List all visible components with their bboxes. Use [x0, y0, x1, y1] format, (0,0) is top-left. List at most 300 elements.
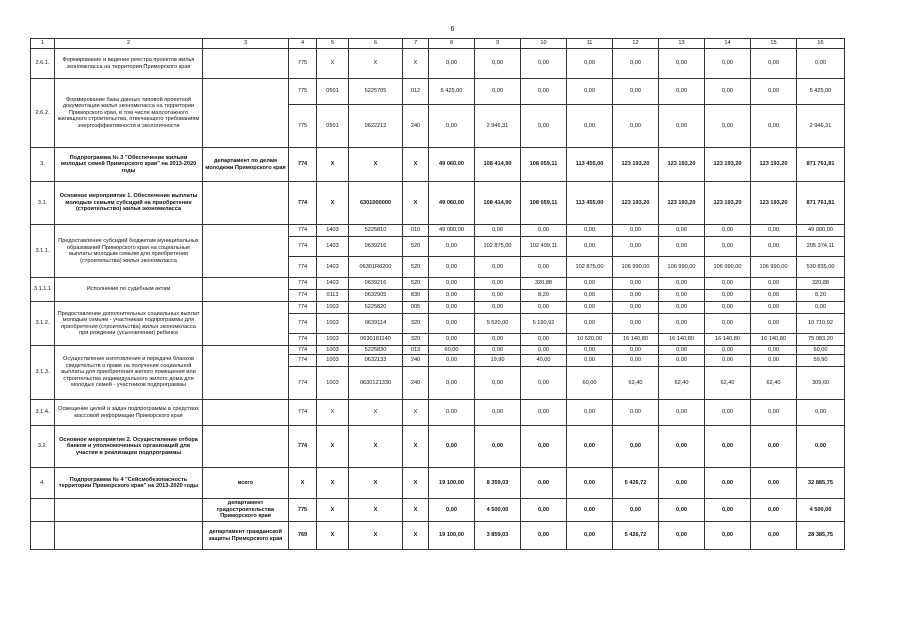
- amount-cell: 0,00: [659, 79, 705, 105]
- amount-cell: 0,00: [659, 49, 705, 79]
- amount-cell: 108 059,11: [521, 182, 567, 225]
- executor-cell: [203, 400, 289, 426]
- code-cell: 5225705: [349, 79, 403, 105]
- amount-cell: 0,00: [429, 334, 475, 346]
- amount-cell: 0,00: [705, 49, 751, 79]
- amount-cell: 0,00: [567, 302, 613, 314]
- code-cell: 774: [289, 278, 317, 290]
- amount-cell: 0,00: [521, 346, 567, 355]
- amount-cell: 0,00: [567, 79, 613, 105]
- amount-cell: 0,00: [751, 278, 797, 290]
- amount-cell: 0,00: [659, 355, 705, 367]
- executor-cell: [203, 182, 289, 225]
- amount-cell: 0,00: [475, 225, 521, 237]
- amount-cell: 0,00: [429, 400, 475, 426]
- executor-cell: [203, 302, 289, 346]
- code-cell: X: [349, 522, 403, 550]
- row-title-cell: [55, 499, 203, 522]
- amount-cell: 8,20: [521, 290, 567, 302]
- code-cell: X: [317, 426, 349, 468]
- amount-cell: 62,40: [705, 367, 751, 400]
- amount-cell: 320,88: [797, 278, 845, 290]
- table-row: [31, 148, 845, 182]
- amount-cell: 8 359,03: [475, 468, 521, 499]
- amount-cell: 0,00: [521, 426, 567, 468]
- amount-cell: 0,00: [659, 400, 705, 426]
- code-cell: 0632905: [349, 290, 403, 302]
- amount-cell: 19,90: [475, 355, 521, 367]
- row-number-cell: 3.: [31, 148, 55, 182]
- amount-cell: 0,00: [475, 278, 521, 290]
- code-cell: 775: [289, 79, 317, 105]
- amount-cell: 0,00: [797, 400, 845, 426]
- header-cell: 14: [705, 39, 751, 49]
- amount-cell: 0,00: [429, 302, 475, 314]
- amount-cell: 0,00: [567, 355, 613, 367]
- code-cell: X: [403, 468, 429, 499]
- code-cell: 010: [403, 225, 429, 237]
- code-cell: X: [317, 49, 349, 79]
- amount-cell: 0,00: [521, 468, 567, 499]
- amount-cell: 60,00: [797, 346, 845, 355]
- amount-cell: 123 193,20: [613, 182, 659, 225]
- amount-cell: 123 193,20: [613, 148, 659, 182]
- code-cell: 774: [289, 334, 317, 346]
- amount-cell: 0,00: [751, 355, 797, 367]
- amount-cell: 60,00: [429, 346, 475, 355]
- amount-cell: 0,00: [613, 355, 659, 367]
- amount-cell: 0,00: [751, 522, 797, 550]
- row-title-cell: Подпрограмма № 4 "Сейсмобезопасность территории Приморского края" на 2013-2020 годы: [55, 468, 203, 499]
- amount-cell: 106 990,00: [659, 257, 705, 278]
- amount-cell: 0,00: [475, 346, 521, 355]
- amount-cell: 0,00: [751, 237, 797, 257]
- amount-cell: 108 414,90: [475, 148, 521, 182]
- code-cell: 520: [403, 278, 429, 290]
- amount-cell: 0,00: [659, 499, 705, 522]
- row-title-cell: Освещение целей и задач подпрограммы в средствах массовой информации Приморского края: [55, 400, 203, 426]
- amount-cell: 0,00: [429, 314, 475, 334]
- row-title-cell: Предоставление дополнительных социальных выплат молодым семьям - участникам подпрограммы для приобретения (строительства) жилья экономкласса при рождении (усыновлении) ребенка: [55, 302, 203, 346]
- code-cell: X: [349, 499, 403, 522]
- amount-cell: 0,00: [705, 225, 751, 237]
- code-cell: X: [403, 499, 429, 522]
- amount-cell: 49 060,00: [429, 148, 475, 182]
- amount-cell: 28 385,75: [797, 522, 845, 550]
- amount-cell: 59,90: [797, 355, 845, 367]
- amount-cell: 320,88: [521, 278, 567, 290]
- table-row: [31, 426, 845, 468]
- amount-cell: 0,00: [613, 49, 659, 79]
- amount-cell: 62,40: [613, 367, 659, 400]
- code-cell: X: [403, 400, 429, 426]
- amount-cell: 0,00: [521, 522, 567, 550]
- amount-cell: 0,00: [659, 290, 705, 302]
- table-row: [31, 49, 845, 79]
- code-cell: 774: [289, 182, 317, 225]
- code-cell: 1403: [317, 278, 349, 290]
- amount-cell: 60,00: [567, 367, 613, 400]
- table-row: [31, 278, 845, 290]
- amount-cell: 0,00: [751, 79, 797, 105]
- amount-cell: 0,00: [613, 290, 659, 302]
- row-title-cell: Основное мероприятие 1. Обеспечение выплаты молодым семьям субсидий на приобретение (строительство) жилья экономкласса: [55, 182, 203, 225]
- code-cell: 240: [403, 105, 429, 148]
- code-cell: X: [317, 400, 349, 426]
- amount-cell: 0,00: [705, 522, 751, 550]
- amount-cell: 0,00: [429, 49, 475, 79]
- code-cell: 0639216: [349, 278, 403, 290]
- amount-cell: 0,00: [567, 426, 613, 468]
- table-row: [31, 400, 845, 426]
- code-cell: 830: [403, 290, 429, 302]
- amount-cell: 0,00: [521, 334, 567, 346]
- amount-cell: 0,00: [751, 302, 797, 314]
- amount-cell: 16 140,80: [705, 334, 751, 346]
- amount-cell: 0,00: [613, 346, 659, 355]
- code-cell: 012: [403, 79, 429, 105]
- amount-cell: 0,00: [613, 237, 659, 257]
- row-title-cell: Исполнение по судебным актам: [55, 278, 203, 302]
- amount-cell: 123 193,20: [705, 148, 751, 182]
- row-title-cell: Основное мероприятие 2. Осуществление отбора банков и уполномоченных организаций для участия в реализации подпрограммы: [55, 426, 203, 468]
- row-number-cell: 3.1.1.: [31, 225, 55, 278]
- amount-cell: 0,00: [567, 49, 613, 79]
- code-cell: X: [289, 468, 317, 499]
- amount-cell: 0,00: [613, 79, 659, 105]
- code-cell: 774: [289, 314, 317, 334]
- code-cell: 774: [289, 237, 317, 257]
- row-title-cell: Осуществление изготовления и передачи бланков свидетельств о праве на получение социальной выплаты для приобретения жилого помещения или строительства индивидуального жилого дома для молодых семей - участников подпрограммы: [55, 346, 203, 400]
- amount-cell: 123 193,20: [659, 182, 705, 225]
- amount-cell: 62,40: [751, 367, 797, 400]
- row-title-cell: [55, 522, 203, 550]
- amount-cell: 3 859,03: [475, 522, 521, 550]
- row-number-cell: 2.6.1.: [31, 49, 55, 79]
- amount-cell: 0,00: [751, 290, 797, 302]
- code-cell: 0630121330: [349, 367, 403, 400]
- code-cell: 775: [289, 105, 317, 148]
- amount-cell: 0,00: [475, 302, 521, 314]
- code-cell: 774: [289, 225, 317, 237]
- amount-cell: 871 761,81: [797, 148, 845, 182]
- amount-cell: 0,00: [475, 426, 521, 468]
- amount-cell: 0,00: [659, 278, 705, 290]
- code-cell: 774: [289, 426, 317, 468]
- amount-cell: 108 059,11: [521, 148, 567, 182]
- executor-cell: [203, 426, 289, 468]
- amount-cell: 0,00: [567, 499, 613, 522]
- amount-cell: 0,00: [613, 225, 659, 237]
- amount-cell: 0,00: [567, 105, 613, 148]
- code-cell: 013: [403, 346, 429, 355]
- amount-cell: 0,00: [751, 468, 797, 499]
- amount-cell: 0,00: [613, 499, 659, 522]
- amount-cell: 530 835,00: [797, 257, 845, 278]
- header-cell: 8: [429, 39, 475, 49]
- amount-cell: 102 499,11: [521, 237, 567, 257]
- amount-cell: 0,00: [751, 105, 797, 148]
- amount-cell: 0,00: [521, 302, 567, 314]
- amount-cell: 113 455,00: [567, 182, 613, 225]
- amount-cell: 4 500,00: [475, 499, 521, 522]
- executor-cell: департамент по делам молодежи Приморского края: [203, 148, 289, 182]
- code-cell: 520: [403, 257, 429, 278]
- amount-cell: 0,00: [567, 400, 613, 426]
- amount-cell: 0,00: [659, 314, 705, 334]
- amount-cell: 0,00: [567, 522, 613, 550]
- row-number-cell: 3.1.2.: [31, 302, 55, 346]
- amount-cell: 40,00: [521, 355, 567, 367]
- amount-cell: 16 140,80: [751, 334, 797, 346]
- amount-cell: 0,00: [521, 225, 567, 237]
- amount-cell: 5 190,92: [521, 314, 567, 334]
- code-cell: 1003: [317, 346, 349, 355]
- amount-cell: 0,00: [797, 302, 845, 314]
- code-cell: 1003: [317, 334, 349, 346]
- amount-cell: 5 425,00: [429, 79, 475, 105]
- header-cell: 12: [613, 39, 659, 49]
- amount-cell: 0,00: [659, 346, 705, 355]
- amount-cell: 309,60: [797, 367, 845, 400]
- code-cell: 6301000000: [349, 182, 403, 225]
- amount-cell: 0,00: [705, 400, 751, 426]
- amount-cell: 0,00: [613, 302, 659, 314]
- amount-cell: 0,00: [705, 346, 751, 355]
- amount-cell: 205 374,11: [797, 237, 845, 257]
- row-number-cell: [31, 499, 55, 522]
- executor-cell: [203, 225, 289, 278]
- page-number: 6: [450, 26, 455, 33]
- code-cell: 775: [289, 49, 317, 79]
- amount-cell: 0,00: [705, 278, 751, 290]
- amount-cell: 0,00: [659, 522, 705, 550]
- amount-cell: 0,00: [475, 79, 521, 105]
- code-cell: 774: [289, 346, 317, 355]
- header-cell: 6: [349, 39, 403, 49]
- code-cell: 0113: [317, 290, 349, 302]
- code-cell: X: [403, 49, 429, 79]
- amount-cell: 0,00: [659, 105, 705, 148]
- code-cell: 1003: [317, 314, 349, 334]
- amount-cell: 0,00: [475, 290, 521, 302]
- row-number-cell: 3.1.1.1: [31, 278, 55, 302]
- amount-cell: 0,00: [751, 225, 797, 237]
- amount-cell: 0,00: [521, 400, 567, 426]
- amount-cell: 0,00: [751, 426, 797, 468]
- amount-cell: 0,00: [567, 468, 613, 499]
- code-cell: X: [403, 522, 429, 550]
- code-cell: X: [403, 182, 429, 225]
- amount-cell: 8,20: [797, 290, 845, 302]
- row-number-cell: 3.1.3.: [31, 346, 55, 400]
- amount-cell: 0,00: [751, 346, 797, 355]
- header-cell: 1: [31, 39, 55, 49]
- code-cell: 1003: [317, 302, 349, 314]
- amount-cell: 10 520,00: [567, 334, 613, 346]
- amount-cell: 75 083,20: [797, 334, 845, 346]
- amount-cell: 49 000,00: [797, 225, 845, 237]
- executor-cell: департамент градостроительства Приморского края: [203, 499, 289, 522]
- amount-cell: 123 193,20: [751, 182, 797, 225]
- code-cell: 520: [403, 237, 429, 257]
- amount-cell: 0,00: [797, 49, 845, 79]
- amount-cell: 19 100,00: [429, 468, 475, 499]
- executor-cell: [203, 49, 289, 79]
- amount-cell: 0,00: [751, 499, 797, 522]
- row-number-cell: 3.2.: [31, 426, 55, 468]
- header-cell: 13: [659, 39, 705, 49]
- code-cell: 240: [403, 355, 429, 367]
- amount-cell: 0,00: [429, 290, 475, 302]
- amount-cell: 123 193,20: [659, 148, 705, 182]
- code-cell: 774: [289, 257, 317, 278]
- header-cell: 9: [475, 39, 521, 49]
- code-cell: X: [317, 148, 349, 182]
- code-cell: X: [317, 499, 349, 522]
- table-row: [31, 522, 845, 550]
- amount-cell: 32 885,75: [797, 468, 845, 499]
- amount-cell: 0,00: [705, 237, 751, 257]
- amount-cell: 0,00: [705, 499, 751, 522]
- amount-cell: 102 875,00: [567, 257, 613, 278]
- code-cell: 774: [289, 302, 317, 314]
- amount-cell: 113 455,00: [567, 148, 613, 182]
- amount-cell: 0,00: [429, 278, 475, 290]
- amount-cell: 0,00: [475, 257, 521, 278]
- amount-cell: 0,00: [659, 468, 705, 499]
- amount-cell: 0,00: [475, 334, 521, 346]
- code-cell: 5225830: [349, 346, 403, 355]
- row-title-cell: Формирование базы данных типовой проектной документации жилья экономкласса на территории Приморского края, в том числе малоэтажного жилищного строительства, отвечающего требованиям энергоэффективности и экологичности: [55, 79, 203, 148]
- amount-cell: 49 060,00: [429, 182, 475, 225]
- amount-cell: 5 426,72: [613, 468, 659, 499]
- code-cell: 5225820: [349, 302, 403, 314]
- amount-cell: 0,00: [521, 257, 567, 278]
- code-cell: 5225810: [349, 225, 403, 237]
- row-number-cell: 2.6.2.: [31, 79, 55, 148]
- code-cell: X: [349, 148, 403, 182]
- header-cell: 10: [521, 39, 567, 49]
- amount-cell: 106 990,00: [613, 257, 659, 278]
- amount-cell: 0,00: [705, 355, 751, 367]
- code-cell: 1403: [317, 257, 349, 278]
- table-row: [31, 499, 845, 522]
- header-cell: 5: [317, 39, 349, 49]
- amount-cell: 0,00: [751, 314, 797, 334]
- amount-cell: 0,00: [613, 314, 659, 334]
- code-cell: X: [403, 148, 429, 182]
- amount-cell: 10 710,92: [797, 314, 845, 334]
- amount-cell: 0,00: [659, 237, 705, 257]
- amount-cell: 0,00: [613, 400, 659, 426]
- amount-cell: 871 761,81: [797, 182, 845, 225]
- executor-cell: [203, 278, 289, 302]
- code-cell: X: [317, 522, 349, 550]
- amount-cell: 123 193,20: [705, 182, 751, 225]
- amount-cell: 49 000,00: [429, 225, 475, 237]
- table-row: [31, 302, 845, 314]
- header-cell: 15: [751, 39, 797, 49]
- amount-cell: 106 990,00: [705, 257, 751, 278]
- amount-cell: 16 140,80: [613, 334, 659, 346]
- header-cell: 4: [289, 39, 317, 49]
- amount-cell: 0,00: [521, 79, 567, 105]
- code-cell: 240: [403, 367, 429, 400]
- amount-cell: 0,00: [567, 237, 613, 257]
- code-cell: 320: [403, 334, 429, 346]
- code-cell: 320: [403, 314, 429, 334]
- code-cell: X: [317, 468, 349, 499]
- amount-cell: 0,00: [797, 426, 845, 468]
- table-row: [31, 468, 845, 499]
- amount-cell: 0,00: [659, 426, 705, 468]
- amount-cell: 2 946,31: [475, 105, 521, 148]
- amount-cell: 2 946,31: [797, 105, 845, 148]
- header-row: [31, 39, 845, 49]
- amount-cell: 0,00: [475, 49, 521, 79]
- code-cell: 769: [289, 522, 317, 550]
- code-cell: X: [349, 400, 403, 426]
- amount-cell: 0,00: [429, 499, 475, 522]
- code-cell: X: [317, 182, 349, 225]
- code-cell: X: [349, 426, 403, 468]
- executor-cell: всего: [203, 468, 289, 499]
- amount-cell: 0,00: [705, 468, 751, 499]
- code-cell: 1403: [317, 225, 349, 237]
- amount-cell: 0,00: [705, 426, 751, 468]
- code-cell: 774: [289, 290, 317, 302]
- amount-cell: 0,00: [613, 105, 659, 148]
- table-row: [31, 182, 845, 225]
- amount-cell: 0,00: [751, 400, 797, 426]
- header-cell: 11: [567, 39, 613, 49]
- amount-cell: 0,00: [567, 346, 613, 355]
- row-number-cell: 3.1.4.: [31, 400, 55, 426]
- amount-cell: 0,00: [475, 367, 521, 400]
- table-row: [31, 79, 845, 105]
- code-cell: 0622212: [349, 105, 403, 148]
- amount-cell: 123 193,20: [751, 148, 797, 182]
- code-cell: 0501: [317, 105, 349, 148]
- header-cell: 3: [203, 39, 289, 49]
- amount-cell: 16 140,80: [659, 334, 705, 346]
- code-cell: 0632133: [349, 355, 403, 367]
- table-row: [31, 225, 845, 237]
- code-cell: 1403: [317, 237, 349, 257]
- table-row: [31, 346, 845, 355]
- amount-cell: 0,00: [705, 105, 751, 148]
- header-cell: 7: [403, 39, 429, 49]
- amount-cell: 0,00: [705, 302, 751, 314]
- code-cell: 1003: [317, 355, 349, 367]
- amount-cell: 5 425,00: [797, 79, 845, 105]
- amount-cell: 0,00: [521, 367, 567, 400]
- row-title-cell: Предоставление субсидий бюджетам муниципальных образований Приморского края на социальные выплаты молодым семьям для приобретения (строительства) жилья экономкласса: [55, 225, 203, 278]
- amount-cell: 0,00: [751, 49, 797, 79]
- code-cell: 0639114: [349, 314, 403, 334]
- budget-table: [30, 38, 845, 550]
- amount-cell: 0,00: [567, 225, 613, 237]
- code-cell: X: [349, 468, 403, 499]
- row-title-cell: Подпрограмма № 3 "Обеспечение жильем молодых семей Приморского края" на 2013-2020 годы: [55, 148, 203, 182]
- amount-cell: 0,00: [567, 290, 613, 302]
- code-cell: 774: [289, 148, 317, 182]
- amount-cell: 0,00: [567, 314, 613, 334]
- row-number-cell: 4.: [31, 468, 55, 499]
- header-cell: 16: [797, 39, 845, 49]
- amount-cell: 19 100,00: [429, 522, 475, 550]
